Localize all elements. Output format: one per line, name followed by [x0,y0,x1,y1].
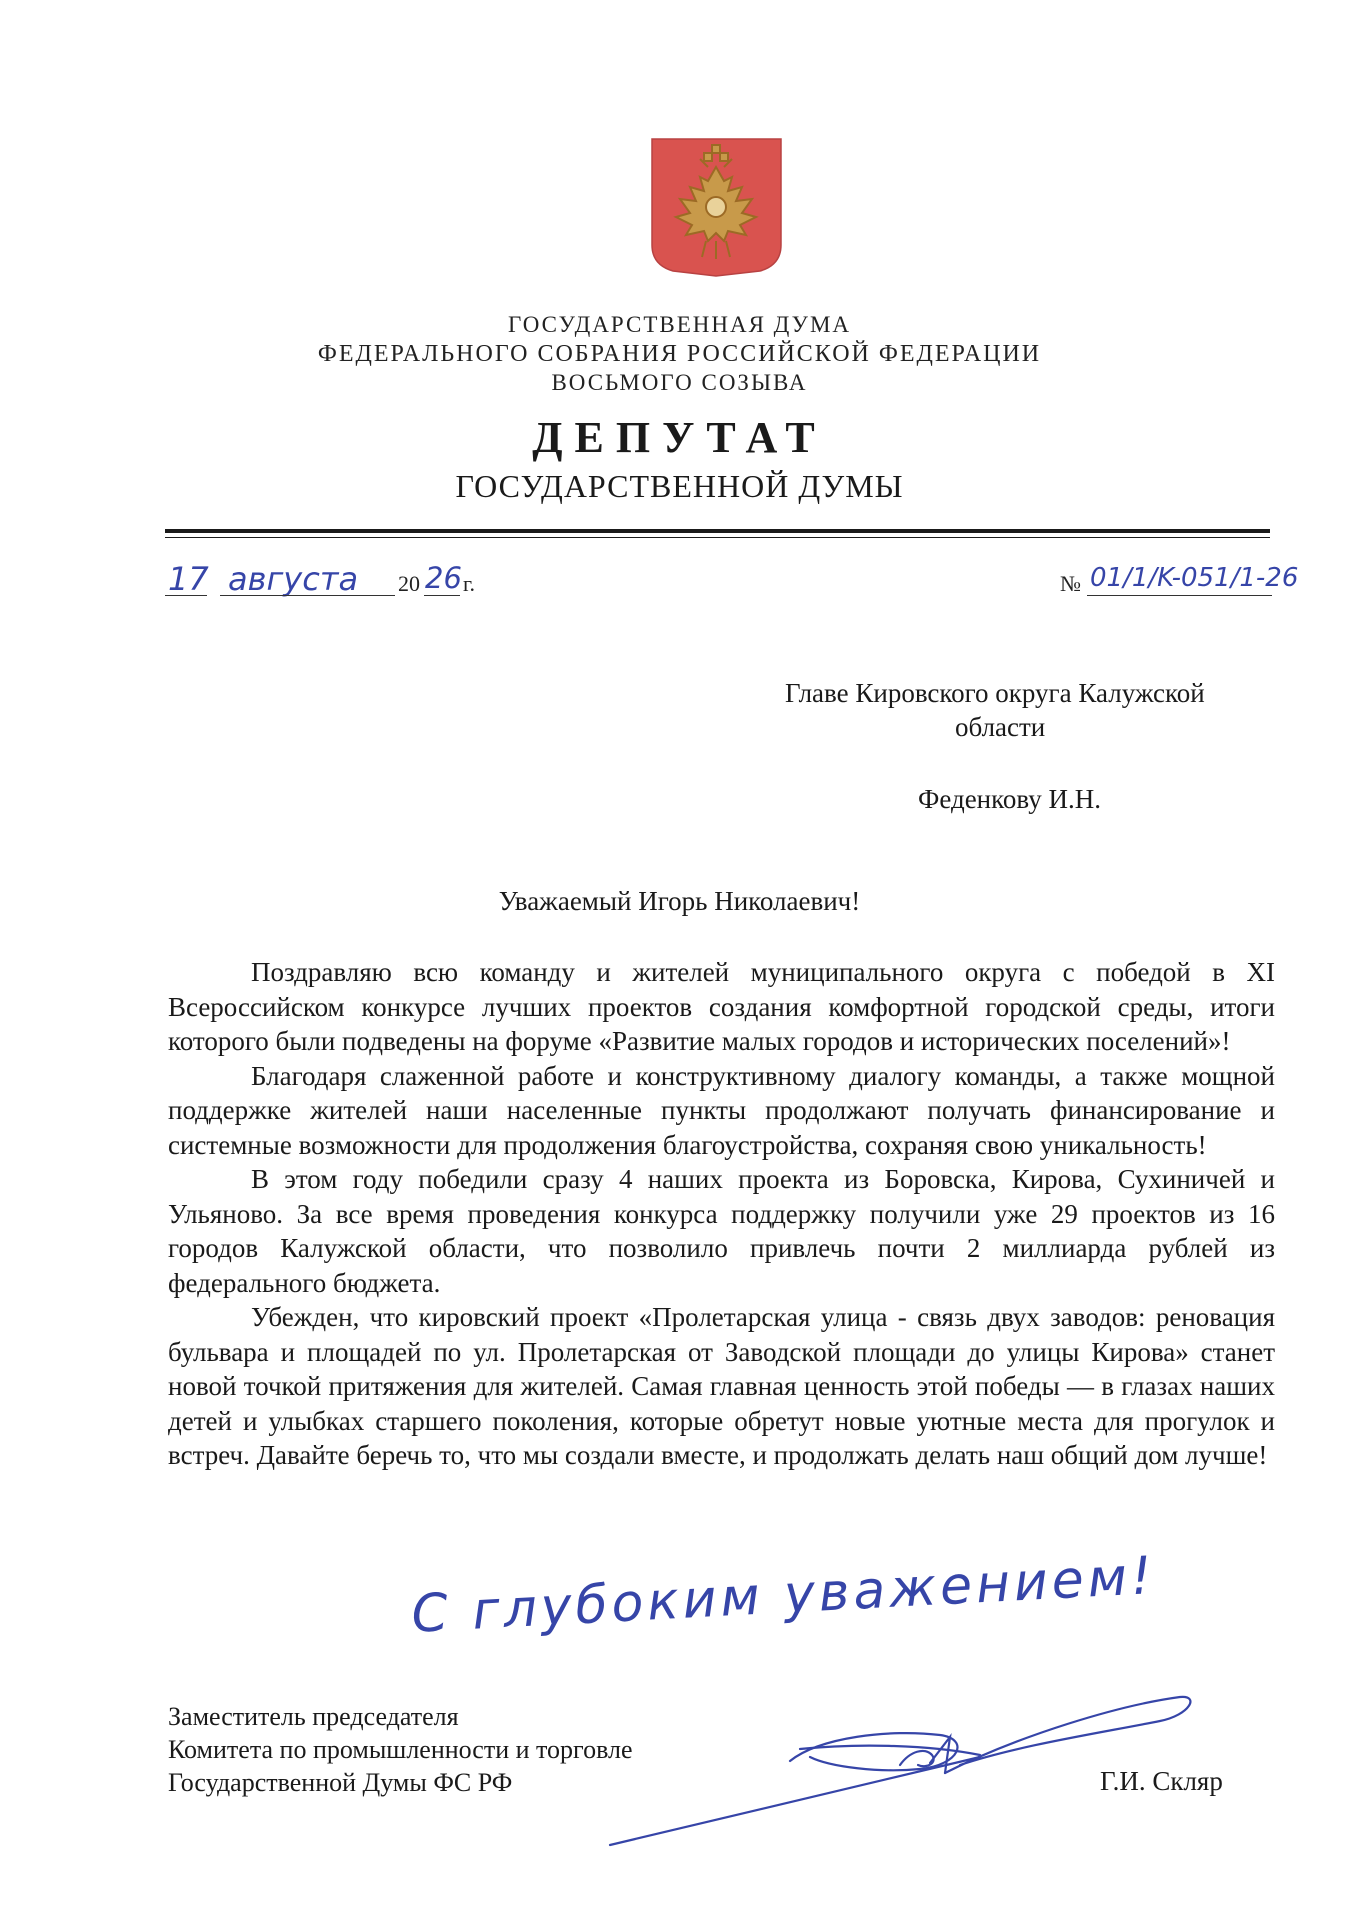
signatory-name: Г.И. Скляр [1100,1766,1223,1796]
body-paragraph-3: В этом году победили сразу 4 наших проекта из Боровска, Кирова, Сухиничей и Ульяново. За все время проведения конкурса поддержку получили уже 29 проектов из 16 городов Калужской области, что позволило привлечь почти 2 миллиарда рублей из федерального бюджета. [168,1164,1275,1298]
date-month-handwritten: августа [228,560,359,598]
position-line-2: Комитета по промышленности и торговле [168,1735,633,1764]
org-line-3: ВОСЬМОГО СОЗЫВА [551,370,808,395]
date-year-handwritten: 26 [425,561,462,595]
addressee-line-2: области [955,712,1046,742]
date-day-underline [165,595,207,596]
date-month-underline [220,595,395,596]
coat-of-arms-emblem [650,137,783,277]
date-year-unit: г. [463,571,476,596]
position-line-1: Заместитель председателя [168,1702,459,1731]
number-underline [1087,595,1272,596]
body-paragraph-2: Благодаря слаженной работе и конструктивному диалогу команды, а также мощной поддержке жителей наши населенные пункты продолжают получать финансирование и системные возможности для продолжения благоустройства, сохраняя свою уникальность! [168,1060,1275,1160]
double-headed-eagle-icon [650,137,783,277]
signatory-position [168,1700,633,1799]
date-day-handwritten: 17 [168,560,209,598]
letter-body [168,955,1275,1473]
org-line-1: ГОСУДАРСТВЕННАЯ ДУМА [508,312,851,337]
addressee-name: Феденкову И.Н. [918,784,1101,814]
org-line-2: ФЕДЕРАЛЬНОГО СОБРАНИЯ РОССИЙСКОЙ ФЕДЕРАЦИИ [317,341,1042,367]
position-line-3: Государственной Думы ФС РФ [168,1768,513,1797]
header-rule-thick [165,529,1270,533]
date-year-prefix: 20 [398,571,420,596]
deputy-subtitle: ГОСУДАРСТВЕННОЙ ДУМЫ [455,468,904,504]
body-paragraph-1: Поздравляю всю команду и жителей муниципального округа с победой в XI Всероссийском конкурсе лучших проектов создания комфортной городской среды, итоги которого были подведены на форуме «Развитие малых городов и исторических поселений»! [168,957,1275,1056]
body-paragraph-4: Убежден, что кировский проект «Пролетарская улица - связь двух заводов: реновация бульвара и площадей по ул. Пролетарская от Заводской площади до улицы Кирова» станет новой точкой притяжения для жителей. Самая главная ценность этой победы — в глазах наших детей и улыбках старшего поколения, которые обретут новые уютные места для прогулок и встреч. Давайте беречь то, что мы создали вместе, и продолжать делать наш общий дом лучше! [168,1302,1275,1470]
date-year-underline [424,595,460,596]
handwritten-closing: С глубоким уважением! [410,1546,1158,1645]
deputy-title: ДЕПУТАТ [532,413,827,462]
addressee-line-1: Главе Кировского округа Калужской [785,678,1205,708]
letter-number-handwritten: 01/1/K-051/1-26 [1090,563,1299,593]
header-rule-thin [165,537,1270,538]
number-sign: № [1060,571,1081,596]
salutation: Уважаемый Игорь Николаевич! [498,886,861,916]
